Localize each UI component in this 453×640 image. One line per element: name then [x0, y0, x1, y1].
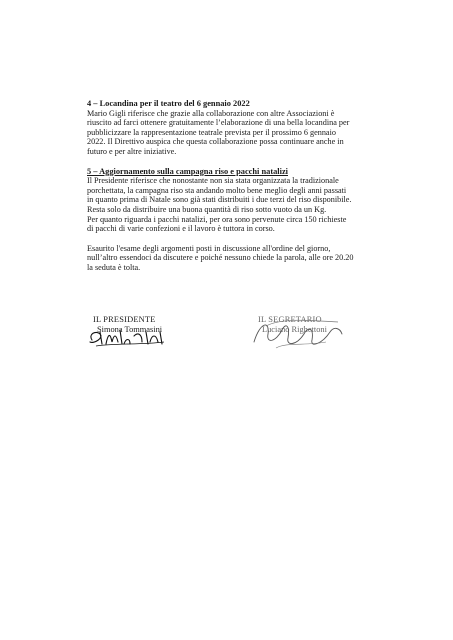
- president-handwritten-signature: [86, 322, 166, 348]
- section-5-text: [87, 176, 372, 234]
- closing-line: Esaurito l'esame degli argomenti posti in discussione all'ordine del giorno,: [87, 243, 331, 253]
- section-4-text: [87, 109, 372, 157]
- minutes-body: [87, 99, 372, 273]
- section-5-line: Per quanto riguarda i pacchi natalizi, per ora sono pervenute circa 150 richieste: [87, 214, 347, 224]
- president-role-label: IL PRESIDENTE: [93, 315, 156, 324]
- president-name: Simona Tommasini: [97, 324, 163, 334]
- closing-text: [87, 244, 372, 273]
- section-5-line: in quanto prima di Natale sono già stati distribuiti i due terzi del riso disponibile.: [87, 195, 352, 205]
- section-5-line: Il Presidente riferisce che nonostante non sia stata organizzata la tradizionale: [87, 176, 339, 186]
- section-4-line: riuscito ad farci ottenere gratuitamente l’elaborazione di una bella locandina per: [87, 118, 350, 128]
- section-4-line: Mario Gigli riferisce che grazie alla collaborazione con altre Associazioni è: [87, 108, 335, 118]
- section-5-line: porchettata, la campagna riso sta andando molto bene meglio degli anni passati: [87, 185, 347, 195]
- secretary-name: Luciano Righettoni: [262, 324, 327, 334]
- section-5-line: Resta solo da distribuire una buona quantità di riso sotto vuoto da un Kg.: [87, 204, 327, 214]
- section-4-line: 2022. Il Direttivo auspica che questa collaborazione possa continuare anche in: [87, 137, 344, 147]
- secretary-role-label: IL SEGRETARIO: [258, 315, 322, 324]
- section-4-heading: 4 – Locandina per il teatro del 6 gennaio 2022: [87, 99, 250, 108]
- section-4-line: futuro e per altre iniziative.: [87, 146, 177, 156]
- closing-line: null’altro essendoci da discutere e poiché nessuno chiede la parola, alle ore 20.20: [87, 253, 354, 263]
- section-5-line: di pacchi di varie confezioni e il lavoro è tuttora in corso.: [87, 224, 275, 234]
- secretary-handwritten-signature: [246, 312, 346, 352]
- section-4-line: pubblicizzare la rappresentazione teatrale prevista per il prossimo 6 gennaio: [87, 127, 336, 137]
- section-5-heading: 5 – Aggiornamento sulla campagna riso e pacchi natalizi: [87, 166, 288, 176]
- closing-line: la seduta è tolta.: [87, 262, 141, 272]
